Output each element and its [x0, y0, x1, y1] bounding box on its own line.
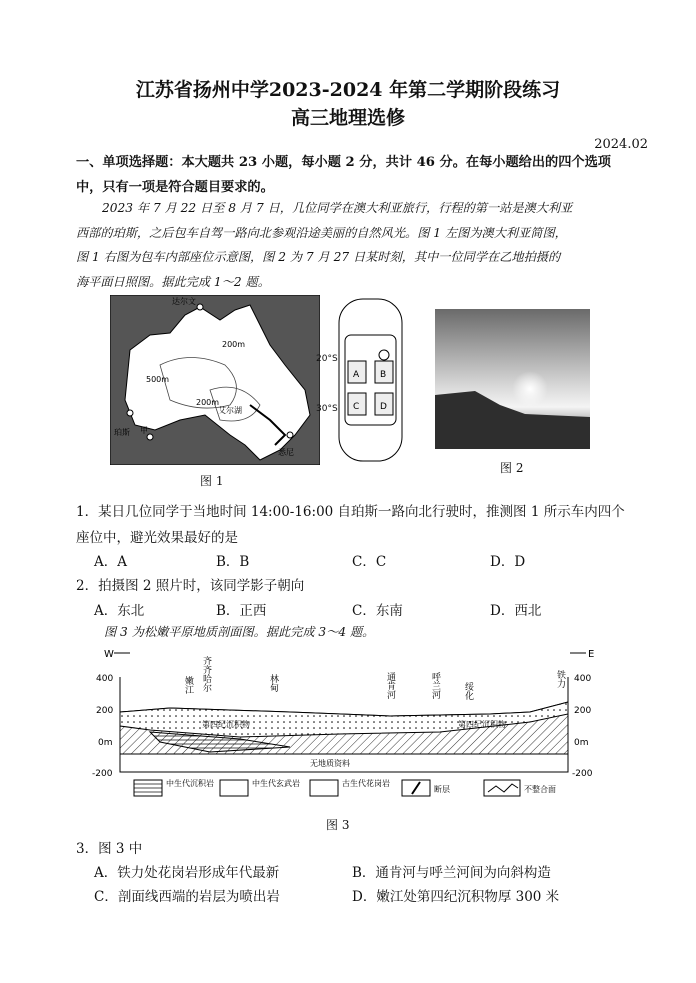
question-3-stem: 3．图 3 中 [76, 841, 143, 857]
q3-option-a[interactable]: A．铁力处花岗岩形成年代最新 [94, 865, 280, 881]
seat-c: C [353, 402, 360, 412]
direction-east: E [588, 649, 595, 660]
seat-a: A [353, 370, 360, 380]
y-tick-left-neg200: -200 [92, 769, 113, 779]
question-1 [76, 500, 625, 546]
y-tick-left-200: 200 [96, 706, 114, 716]
seat-d: D [380, 402, 387, 412]
place-tongken: 通肯河 [385, 672, 395, 699]
car-seat-diagram [333, 295, 408, 465]
figure1-caption: 图 1 [200, 474, 224, 488]
intro1-line1: 2023 年 7 月 22 日至 8 月 7 日，几位同学在澳大利亚旅行，行程的第一站是澳大利亚 [102, 201, 573, 215]
perth-dot [127, 410, 133, 416]
q1-option-b[interactable]: B．B [216, 554, 250, 570]
q2-option-c[interactable]: C．东南 [352, 603, 403, 619]
y-tick-left-0: 0m [98, 738, 113, 748]
label-quaternary-2: 第四纪沉积物 [458, 720, 506, 729]
darwin-dot [197, 304, 203, 310]
legend-swatch-paleozoic-granite [310, 780, 338, 796]
label-quaternary-1: 第四纪沉积物 [202, 720, 250, 729]
direction-west: W [104, 649, 114, 660]
y-tick-left-400: 400 [96, 674, 114, 684]
q3-option-b[interactable]: B．通肯河与呼兰河间为向斜构造 [352, 865, 551, 881]
intro1-line3: 图 1 右图为包车内部座位示意图，图 2 为 7 月 27 日某时刻，其中一位同学在乙地拍摄的 [76, 250, 561, 264]
legend-swatch-unconformity [484, 780, 520, 796]
label-contour-200-mid: 200m [196, 398, 220, 407]
q1-option-a[interactable]: A．A [94, 554, 127, 570]
legend-mesozoic-basalt: 中生代玄武岩 [252, 779, 300, 788]
section-heading-line2: 中，只有一项是符合题目要求的。 [76, 180, 274, 195]
exam-subtitle: 高三地理选修 [290, 107, 405, 129]
q1-stem-line1: 1．某日几位同学于当地时间 14:00-16:00 自珀斯一路向北行驶时，推测图 1 所示车内四个 [76, 504, 625, 520]
q2-option-d[interactable]: D．西北 [490, 603, 542, 619]
place-hulan: 呼兰河 [430, 672, 440, 699]
place-tieli: 铁力 [555, 670, 565, 688]
intro-paragraph-1 [76, 196, 636, 294]
australia-map [110, 295, 320, 465]
place-nenjiang: 嫩江 [183, 676, 193, 694]
figure3-caption: 图 3 [326, 818, 350, 832]
place-suihua: 绥化 [463, 682, 473, 700]
q1-option-c[interactable]: C．C [352, 554, 387, 570]
y-tick-right-neg200: -200 [572, 769, 593, 779]
sunset-photo [435, 309, 590, 449]
q2-option-a[interactable]: A．东北 [94, 603, 145, 619]
label-perth: 珀斯 [114, 428, 130, 437]
intro1-line2: 西部的珀斯，之后包车自驾一路向北参观沿途美丽的自然风光。图 1 左图为澳大利亚简图， [76, 225, 567, 240]
legend-swatch-mesozoic-basalt [220, 780, 248, 796]
label-contour-200-top: 200m [222, 340, 246, 349]
q2-option-b[interactable]: B．正西 [216, 603, 267, 619]
section-heading-line1: 一、单项选择题：本大题共 23 小题，每小题 2 分，共计 46 分。在每小题给出的四个选项 [76, 155, 611, 170]
section-heading [76, 150, 636, 200]
label-darwin: 达尔文 [172, 297, 196, 306]
label-nodata: 无地质资料 [310, 759, 350, 768]
label-lat20: 20°S [316, 354, 338, 364]
q1-option-d[interactable]: D．D [490, 554, 526, 570]
q3-option-c[interactable]: C．剖面线西端的岩层为喷出岩 [94, 889, 280, 905]
label-jia: 甲 [140, 426, 148, 435]
sydney-dot [287, 432, 293, 438]
label-sydney: 悉尼 [278, 448, 294, 457]
y-tick-right-0: 0m [574, 738, 589, 748]
figure2-caption: 图 2 [500, 461, 524, 475]
legend-fault: 断层 [434, 785, 450, 794]
legend-paleozoic-granite: 古生代花岗岩 [342, 779, 390, 788]
question-2-stem: 2．拍摄图 2 照片时，该同学影子朝向 [76, 578, 305, 594]
intro1-line4: 海平面日照图。据此完成 1～2 题。 [76, 274, 270, 289]
legend-mesozoic-sedimentary: 中生代沉积岩 [166, 779, 214, 788]
intro-paragraph-2: 图 3 为松嫩平原地质剖面图。据此完成 3～4 题。 [104, 625, 375, 639]
q3-option-d[interactable]: D．嫩江处第四纪沉积物厚 300 米 [352, 889, 560, 905]
exam-title: 江苏省扬州中学2023-2024 年第二学期阶段练习 [135, 79, 561, 101]
y-tick-right-400: 400 [574, 674, 592, 684]
seat-b: B [380, 370, 387, 380]
place-qiqihar: 齐齐哈尔 [201, 656, 211, 692]
label-lake: 艾尔湖 [218, 406, 242, 415]
sun-icon [512, 371, 548, 407]
legend-swatch-mesozoic-sedimentary [134, 780, 162, 796]
geologic-cross-section [90, 642, 610, 812]
exam-date: 2024.02 [594, 137, 648, 152]
legend-unconformity: 不整合面 [524, 785, 556, 794]
label-lat30: 30°S [316, 404, 338, 414]
y-tick-right-200: 200 [574, 706, 592, 716]
label-contour-500: 500m [146, 375, 170, 384]
q1-stem-line2: 座位中，避光效果最好的是 [76, 530, 238, 546]
place-lindian: 林甸 [268, 674, 278, 692]
